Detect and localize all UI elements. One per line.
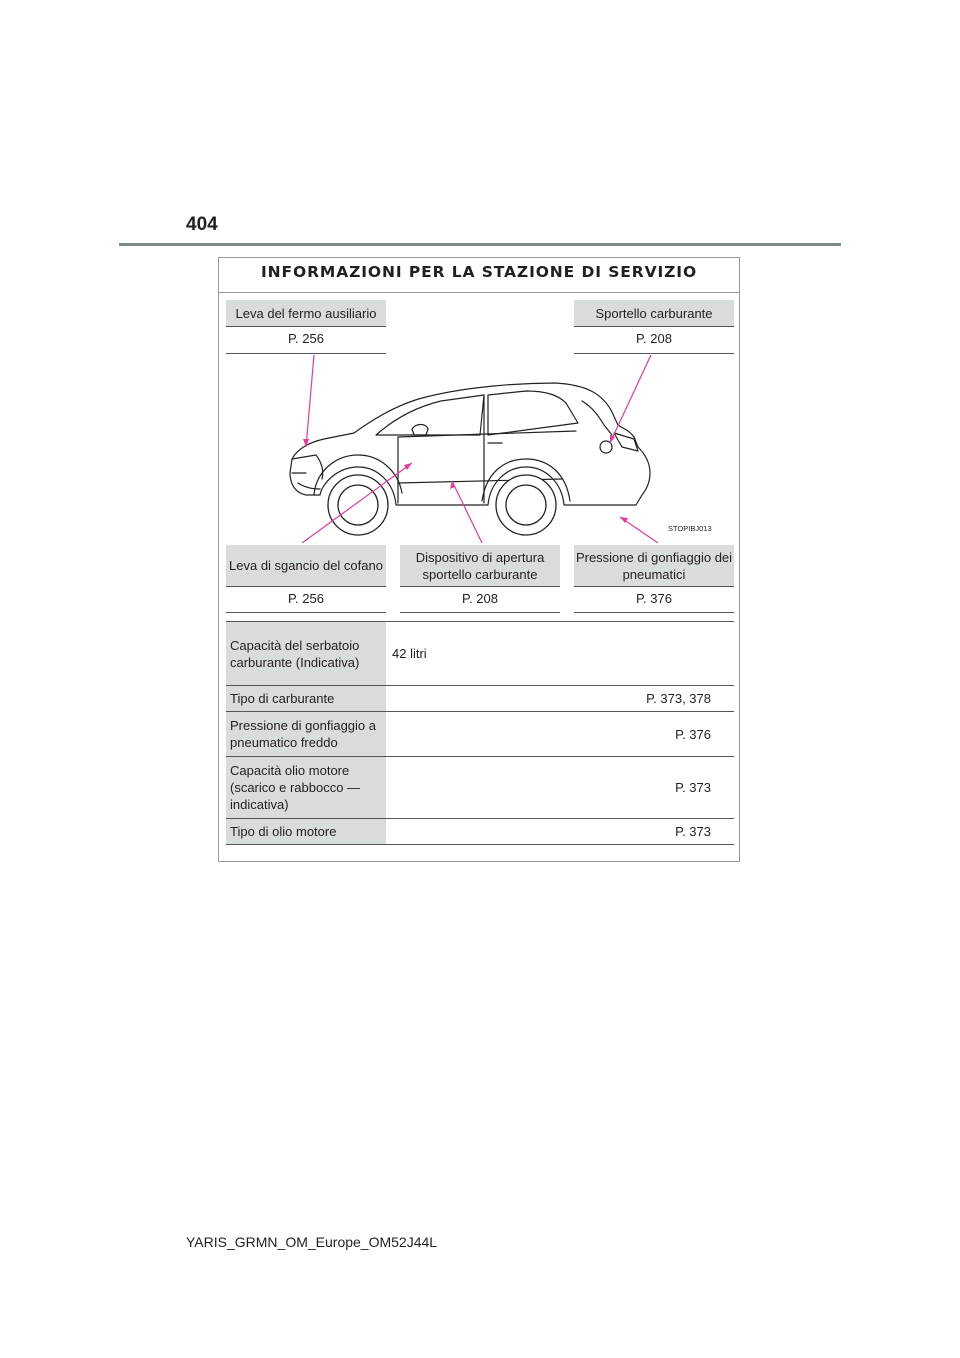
- footer-doc-code: YARIS_GRMN_OM_Europe_OM52J44L: [186, 1234, 438, 1250]
- callout-page-tire-pressure: P. 376: [574, 587, 734, 613]
- table-row: [226, 686, 734, 712]
- callout-label-fuel-door: Sportello carburante: [574, 300, 734, 327]
- callout-page-hood-release: P. 256: [226, 587, 386, 613]
- table-row: [226, 819, 734, 845]
- spec-value: P. 373, 378: [646, 691, 711, 706]
- arrow-fuel-door-opener: [452, 481, 482, 543]
- callout-page-fuel-door-opener: P. 208: [400, 587, 560, 613]
- spec-value: P. 376: [675, 726, 711, 742]
- spec-value: 42 litri: [392, 646, 427, 661]
- illustration-code: STOPIBJ013: [668, 524, 712, 533]
- callout-label-aux-catch-lever: Leva del fermo ausiliario: [226, 300, 386, 327]
- arrow-fuel-door: [610, 355, 664, 443]
- callout-page-aux-catch-lever: P. 256: [226, 327, 386, 354]
- table-row: [226, 757, 734, 819]
- spec-label: Capacità olio motore (scarico e rabbocco — indicativa): [226, 757, 386, 818]
- spec-label: Tipo di carburante: [226, 686, 386, 711]
- spec-table: [226, 621, 734, 845]
- spec-label: Tipo di olio motore: [226, 819, 386, 844]
- callout-label-fuel-door-opener: Dispositivo di apertura sportello carburante: [400, 545, 560, 587]
- page-number: 404: [186, 214, 218, 235]
- header-rule: [119, 243, 841, 246]
- table-row: [226, 712, 734, 757]
- arrow-aux-catch-lever: [306, 355, 314, 447]
- spec-label: Pressione di gonfiaggio a pneumatico freddo: [226, 712, 386, 756]
- table-row: [226, 622, 734, 686]
- callout-page-fuel-door: P. 208: [574, 327, 734, 354]
- spec-label: Capacità del serbatoio carburante (Indicativa): [226, 622, 386, 685]
- callout-label-hood-release: Leva di sgancio del cofano: [226, 545, 386, 587]
- spec-value: P. 373: [675, 780, 711, 795]
- callout-label-tire-pressure: Pressione di gonfiaggio dei pneumatici: [574, 545, 734, 587]
- car-side-illustration: [226, 355, 734, 543]
- section-title: INFORMAZIONI PER LA STAZIONE DI SERVIZIO: [218, 257, 740, 293]
- spec-value: P. 373: [675, 824, 711, 839]
